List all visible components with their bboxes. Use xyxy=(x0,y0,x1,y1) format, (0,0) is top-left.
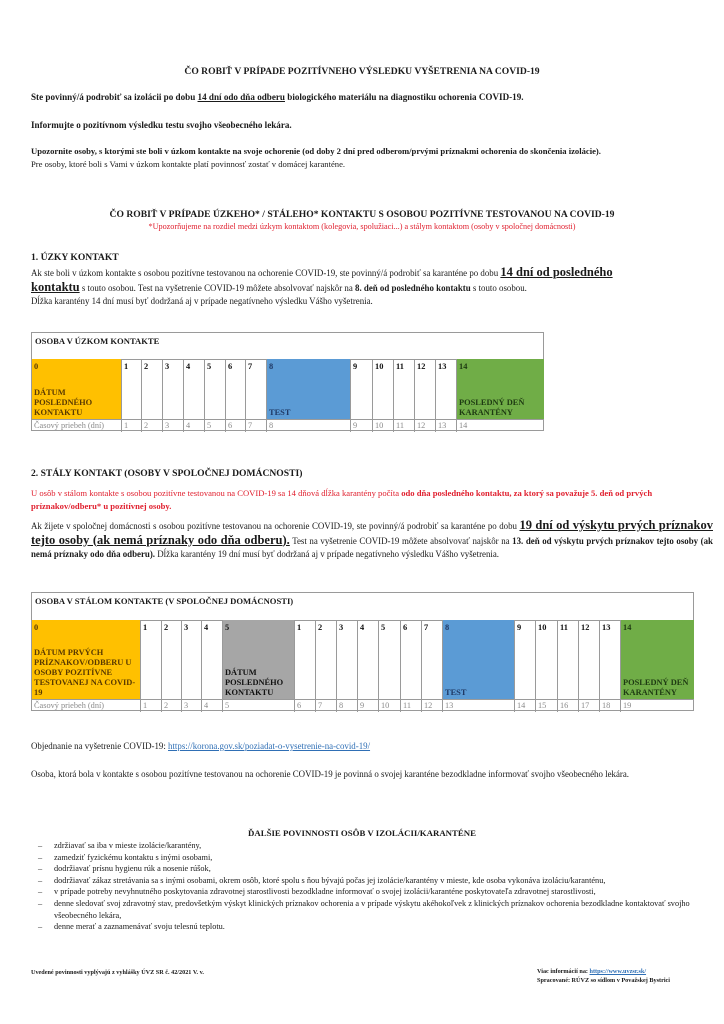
day-cell xyxy=(422,620,443,699)
timeline-day: 9 xyxy=(351,420,373,432)
day-cell-blue xyxy=(267,359,351,419)
day-cell-green xyxy=(621,620,694,699)
footer-info xyxy=(537,968,670,985)
day-cell xyxy=(202,620,223,699)
timeline-day: 17 xyxy=(579,700,600,712)
day-number: 3 xyxy=(184,623,189,632)
more-info-link[interactable]: https://www.uvzsr.sk/ xyxy=(589,968,647,975)
timeline-day: 15 xyxy=(536,700,558,712)
dash-bullet-icon: – xyxy=(38,898,43,908)
timeline-day: 13 xyxy=(443,700,515,712)
duty-text: zdržiavať sa iba v mieste izolácie/karantény, xyxy=(54,841,202,850)
household-duration: 19 dní od výskytu prvých príznakov tejto osoby (ak nemá príznaky odo dňa odberu). xyxy=(31,518,713,547)
day-cell xyxy=(358,620,379,699)
duty-text: v prípade potreby nevyhnutného poskytovania zdravotnej starostlivosti bezodkladne informovať o svojej izolácii/karanténe poskytovateľa zdravotnej starostlivosti, xyxy=(54,887,596,897)
close-contact-text-post: s touto osobou. xyxy=(470,282,527,293)
day-number: 7 xyxy=(248,362,253,371)
day-number: 5 xyxy=(207,362,212,371)
duties-list xyxy=(29,840,719,933)
day-number: 12 xyxy=(581,623,590,632)
dash-bullet-icon: – xyxy=(38,852,43,862)
day-cell xyxy=(515,620,536,699)
duty-item xyxy=(29,886,719,898)
duty-text: dodržiavať zákaz stretávania sa s inými osobami, okrem osôb, ktoré spolu s ňou bývajú počas jej izolácie/karantény v mieste, kde osoba vykonáva izoláciu/karanténu, xyxy=(54,875,606,885)
dash-bullet-icon: – xyxy=(38,887,43,897)
day-number: 6 xyxy=(228,362,233,371)
booking-label: Objednanie na vyšetrenie COVID-19: xyxy=(31,741,169,751)
household-contact-heading: 2. STÁLY KONTAKT (OSOBY V SPOLOČNEJ DOMÁCNOSTI) xyxy=(31,468,303,479)
day-number: 10 xyxy=(375,362,384,371)
household-contact-paragraph xyxy=(31,519,713,562)
day-cell xyxy=(163,359,184,419)
contacts-quarantine-note: Pre osoby, ktoré boli s Vami v úzkom kontakte platí povinnosť zostať v domácej karanténe. xyxy=(31,159,346,169)
timeline-day: 19 xyxy=(623,701,632,710)
timeline-day: 14 xyxy=(515,700,536,712)
dash-bullet-icon: – xyxy=(38,864,43,874)
day-cell xyxy=(122,359,142,419)
day-cell xyxy=(142,359,163,419)
close-contact-duration-cont: kontaktu xyxy=(31,279,80,294)
day-number: 11 xyxy=(560,623,568,632)
day-number: 7 xyxy=(424,623,429,632)
duty-text: denne sledovať svoj zdravotný stav, predovšetkým výskyt klinických príznakov ochorenia a v prípade výskytu akéhokoľvek z klinických príznakov ochorenia bezodkladne kontaktovať svojho všeobecného lekára, xyxy=(54,898,690,920)
day-number: 11 xyxy=(396,362,404,371)
day-cell-green xyxy=(457,359,544,419)
day-cell xyxy=(579,620,600,699)
household-text-mid: Test na vyšetrenie COVID-19 môžete absolvovať najskôr na xyxy=(289,535,513,546)
booking-line xyxy=(31,741,370,751)
timeline-day: 12 xyxy=(422,700,443,712)
close-contact-negative-note: Dĺžka karantény 14 dní musí byť dodržaná aj v prípade negatívneho výsledku Vášho vyšetrenia. xyxy=(31,296,373,306)
close-contact-table-title: OSOBA V ÚZKOM KONTAKTE xyxy=(32,333,543,360)
day-cell xyxy=(184,359,205,419)
timeline-day: 2 xyxy=(162,700,182,712)
household-timeline-row xyxy=(32,699,693,712)
close-contact-text: Ak ste boli v úzkom kontakte s osobou pozitívne testovanou na ochorenie COVID-19, ste povinný/á podrobiť sa karanténe po dobu xyxy=(31,268,501,278)
day-cell xyxy=(205,359,226,419)
close-contact-heading: 1. ÚZKY KONTAKT xyxy=(31,252,119,263)
day-number: 0 xyxy=(34,623,39,632)
inform-doctor-instruction: Informujte o pozitívnom výsledku testu svojho všeobecného lekára. xyxy=(31,120,292,130)
timeline-day: 3 xyxy=(163,420,184,432)
timeline-day: 6 xyxy=(295,700,316,712)
timeline-day: 14 xyxy=(459,421,468,430)
dash-bullet-icon: – xyxy=(38,841,43,850)
day-cell xyxy=(394,359,415,419)
day-number: 14 xyxy=(623,623,632,632)
household-contact-timeline-table xyxy=(31,592,694,711)
notify-contacts-bold: Upozornite osoby, s ktorými ste boli v úzkom kontakte na svoje ochorenie (od doby 2 dní pred odberom/prvými príznakmi ochorenia do skončenia izolácie). xyxy=(31,146,601,156)
day-number: 12 xyxy=(417,362,426,371)
close-contact-test-day: 8. deň od posledného kontaktu xyxy=(355,282,471,293)
timeline-day: 7 xyxy=(246,420,267,432)
household-contact-red-note xyxy=(31,487,711,512)
day-cell xyxy=(536,620,558,699)
day-number: 13 xyxy=(438,362,447,371)
day-cell-label: DÁTUM POSLEDNÉHO KONTAKTU xyxy=(225,668,284,697)
timeline-day: 2 xyxy=(142,420,163,432)
day-number: 3 xyxy=(165,362,170,371)
day-number: 10 xyxy=(538,623,547,632)
household-test-day: 13. deň od výskytu prvých príznakov tejto osoby (ak nemá príznaky odo dňa odberu). xyxy=(31,535,713,559)
close-contact-timeline-row xyxy=(32,419,543,432)
day-cell xyxy=(379,620,401,699)
timeline-day: 18 xyxy=(600,700,621,712)
positive-result-title: ČO ROBIŤ V PRÍPADE POZITÍVNEHO VÝSLEDKU VYŠETRENIA NA COVID-19 xyxy=(184,66,540,77)
household-red-text: U osôb v stálom kontakte s osobou pozitívne testovanou na COVID-19 sa 14 dňová dĺžka karantény počíta xyxy=(31,488,402,498)
day-number: 3 xyxy=(339,623,344,632)
day-cell xyxy=(182,620,202,699)
timeline-day: 10 xyxy=(373,420,394,432)
day-cell xyxy=(351,359,373,419)
day-cell xyxy=(246,359,267,419)
isolation-text-post: biologického materiálu na diagnostiku ochorenia COVID-19. xyxy=(284,92,524,102)
day-cell xyxy=(401,620,422,699)
day-cell-orange xyxy=(32,620,141,699)
timeline-day: 8 xyxy=(337,700,358,712)
day-cell xyxy=(337,620,358,699)
day-cell xyxy=(558,620,579,699)
day-number: 2 xyxy=(164,623,169,632)
day-number: 13 xyxy=(602,623,611,632)
day-number: 1 xyxy=(143,623,148,632)
day-cell-blue xyxy=(443,620,515,699)
contact-difference-note: *Upozorňujeme na rozdiel medzi úzkym kontaktom (kolegovia, spolužiaci...) a stálym kontaktom (osoby v spoločnej domácnosti) xyxy=(148,222,576,231)
day-number: 2 xyxy=(144,362,149,371)
day-number: 5 xyxy=(381,623,386,632)
day-cell xyxy=(295,620,316,699)
timeline-day: 16 xyxy=(558,700,579,712)
timeline-day: 6 xyxy=(226,420,246,432)
timeline-day: 7 xyxy=(316,700,337,712)
day-cell xyxy=(162,620,182,699)
duties-title: ĎALŠIE POVINNOSTI OSÔB V IZOLÁCII/KARANTÉNE xyxy=(248,828,476,838)
day-number: 9 xyxy=(353,362,358,371)
isolation-instruction xyxy=(31,91,711,104)
timeline-day: 3 xyxy=(182,700,202,712)
day-number: 8 xyxy=(269,362,274,371)
day-number: 8 xyxy=(445,623,450,632)
day-number: 6 xyxy=(403,623,408,632)
duty-item xyxy=(29,852,719,864)
timeline-day: 12 xyxy=(415,420,436,432)
close-contact-paragraph xyxy=(31,266,716,309)
timeline-day: 9 xyxy=(358,700,379,712)
timeline-day: 10 xyxy=(379,700,401,712)
day-number: 0 xyxy=(34,362,39,371)
day-number: 4 xyxy=(204,623,209,632)
timeline-label: Časový priebeh (dní) xyxy=(32,420,122,432)
timeline-day: 1 xyxy=(141,700,162,712)
duty-item xyxy=(29,921,719,933)
timeline-day: 11 xyxy=(394,420,415,432)
close-contact-duration: 14 dní od posledného xyxy=(500,265,613,279)
household-text: Ak žijete v spoločnej domácnosti s osobou pozitívne testovanou na ochorenie COVID-19, ste povinný/á podrobiť sa karanténe po dobu xyxy=(31,521,520,531)
duty-item xyxy=(29,863,719,875)
day-cell-gray xyxy=(223,620,295,699)
booking-link[interactable]: https://korona.gov.sk/poziadat-o-vysetrenie-na-covid-19/ xyxy=(168,741,371,751)
timeline-day: 1 xyxy=(122,420,142,432)
duty-text: denne merať a zaznamenávať svoju telesnú teplotu. xyxy=(54,922,225,932)
duty-item xyxy=(29,898,719,921)
day-cell xyxy=(141,620,162,699)
close-contact-timeline-table xyxy=(31,332,544,431)
timeline-day: 8 xyxy=(267,420,351,432)
day-cell-label: DÁTUM POSLEDNÉHO KONTAKTU xyxy=(34,388,93,417)
day-cell xyxy=(436,359,457,419)
dash-bullet-icon: – xyxy=(38,922,43,932)
inform-doctor-note: Osoba, ktorá bola v kontakte s osobou pozitívne testovanou na ochorenie COVID-19 je povinná o svojej karanténe bezodkladne informovať svojho všeobecného lekára. xyxy=(31,769,630,779)
more-info-label: Viac informácií na: xyxy=(537,968,590,975)
day-cell-label: POSLEDNÝ DEŇ KARANTÉNY xyxy=(623,678,689,697)
day-cell-label: TEST xyxy=(445,688,467,697)
timeline-day: 5 xyxy=(223,700,295,712)
processed-by: Spracované: RÚVZ so sídlom v Považskej Bystrici xyxy=(537,976,671,984)
household-red-bold: odo dňa posledného kontaktu, za ktorý sa považuje 5. deň od prvých príznakov/odberu* u pozitívnej osoby. xyxy=(31,488,653,511)
isolation-duration: 14 dní odo dňa odberu xyxy=(197,92,285,102)
timeline-day: 4 xyxy=(184,420,205,432)
day-cell xyxy=(316,620,337,699)
timeline-day: 11 xyxy=(401,700,422,712)
timeline-day: 5 xyxy=(205,420,226,432)
duty-text: dodržiavať prísnu hygienu rúk a nosenie rúšok, xyxy=(54,864,211,874)
duty-item xyxy=(29,840,719,852)
day-number: 4 xyxy=(186,362,191,371)
duty-text: zamedziť fyzickému kontaktu s inými osobami, xyxy=(54,852,213,862)
timeline-day: 4 xyxy=(202,700,223,712)
footer-legal-note: Uvedené povinnosti vyplývajú z vyhlášky ÚVZ SR č. 42/2021 V. v. xyxy=(31,969,204,976)
day-number: 1 xyxy=(297,623,302,632)
duties-list-container xyxy=(29,840,719,933)
day-number: 14 xyxy=(459,362,468,371)
day-cell-label: POSLEDNÝ DEŇ KARANTÉNY xyxy=(459,398,525,417)
day-number: 4 xyxy=(360,623,365,632)
close-contact-text-mid: s touto osobou. Test na vyšetrenie COVID-19 môžete absolvovať najskôr na xyxy=(79,282,356,293)
day-number: 5 xyxy=(225,623,230,632)
duty-item xyxy=(29,875,719,887)
day-cell xyxy=(226,359,246,419)
day-number: 9 xyxy=(517,623,522,632)
day-cell-label: TEST xyxy=(269,408,291,417)
day-cell-orange xyxy=(32,359,122,419)
day-cell-label: DÁTUM PRVÝCH PRÍZNAKOV/ODBERU U OSOBY POZITÍVNE TESTOVANEJ NA COVID-19 xyxy=(34,648,136,697)
day-number: 2 xyxy=(318,623,323,632)
day-cell xyxy=(373,359,394,419)
dash-bullet-icon: – xyxy=(38,875,43,885)
day-number: 1 xyxy=(124,362,129,371)
contact-section-title: ČO ROBIŤ V PRÍPADE ÚZKEHO* / STÁLEHO* KONTAKTU S OSOBOU POZITÍVNE TESTOVANOU NA COVID-19 xyxy=(109,209,615,220)
household-table-title: OSOBA V STÁLOM KONTAKTE (V SPOLOČNEJ DOMÁCNOSTI) xyxy=(32,593,693,621)
day-cell xyxy=(600,620,621,699)
notify-contacts-instruction xyxy=(31,145,721,171)
household-text-post: Dĺžka karantény 19 dní musí byť dodržaná aj v prípade negatívneho výsledku Vášho vyšetrenia. xyxy=(155,549,500,559)
day-cell xyxy=(415,359,436,419)
timeline-day: 13 xyxy=(436,420,457,432)
timeline-label: Časový priebeh (dní) xyxy=(32,700,141,712)
isolation-text-pre: Ste povinný/á podrobiť sa izolácii po dobu xyxy=(31,92,198,102)
